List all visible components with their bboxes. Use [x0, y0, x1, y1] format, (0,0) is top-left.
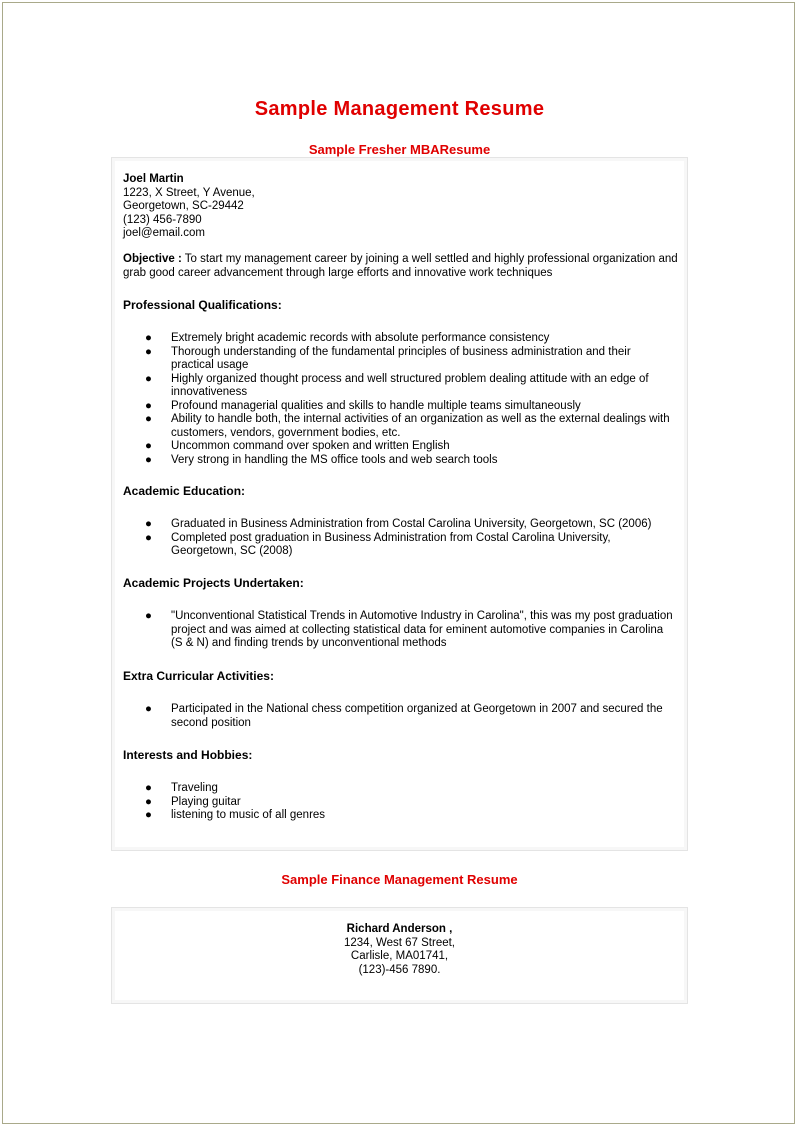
bullet-icon: ● [145, 809, 152, 821]
list-item: ● listening to music of all genres [145, 809, 326, 821]
list-item: ● Very strong in handling the MS office tools and web search tools [145, 453, 498, 466]
bullet-icon: ● [145, 372, 152, 385]
list-item: ● Highly organized thought process and well structured problem dealing attitude with an edge of innovativeness [145, 372, 649, 398]
phone-number: (123)-456 7890. [358, 963, 441, 976]
resume1-card [111, 157, 688, 851]
list-item: ● Uncommon command over spoken and written English [145, 440, 450, 452]
interests-list [112, 782, 687, 823]
resume1-title: Sample Fresher MBAResume [308, 142, 491, 157]
list-item: ● Ability to handle both, the internal activities of an organization as well as the external dealings with customers, vendors, government bodies, etc. [145, 413, 670, 439]
bullet-icon: ● [145, 453, 152, 466]
list-item: ● Profound managerial qualities and skills to handle multiple teams simultaneously [145, 399, 581, 412]
objective-label: Objective : [123, 253, 182, 265]
candidate-name: Joel Martin [123, 173, 184, 185]
resume2-contact-block [112, 923, 687, 977]
candidate-name: Richard Anderson , [346, 923, 453, 935]
address-line-1: 1223, X Street, Y Avenue, [123, 186, 255, 199]
objective-paragraph [123, 253, 678, 280]
interests-heading: Interests and Hobbies: [123, 748, 253, 762]
address-line-1: 1234, West 67 Street, [343, 936, 456, 949]
list-item: ● Thorough understanding of the fundamental principles of business administration and their practical usage [145, 345, 631, 371]
bullet-icon: ● [145, 413, 152, 425]
address-line-2: Carlisle, MA01741, [350, 950, 449, 962]
education-heading: Academic Education: [123, 484, 246, 498]
list-item: ● Playing guitar [145, 795, 241, 808]
resume2-title: Sample Finance Management Resume [281, 872, 518, 887]
list-item: ● Traveling [145, 782, 218, 794]
projects-list [112, 610, 687, 651]
bullet-icon: ● [145, 332, 152, 344]
address-line-2: Georgetown, SC-29442 [123, 200, 244, 212]
resume2-card [111, 907, 688, 1004]
extracurricular-heading: Extra Curricular Activities: [123, 669, 274, 683]
bullet-icon: ● [145, 703, 152, 715]
education-list [112, 518, 687, 559]
bullet-icon: ● [145, 782, 152, 794]
page-title: Sample Management Resume [254, 98, 545, 120]
list-item: ● Graduated in Business Administration from Costal Carolina University, Georgetown, SC (2006) [145, 518, 652, 530]
qualifications-heading: Professional Qualifications: [123, 298, 282, 312]
list-item: ● "Unconventional Statistical Trends in Automotive Industry in Carolina", this was my post graduation project and was aimed at collecting statistical data for eminent automotive companies in Carolina (S & N) and finding trends by unconventional methods [145, 610, 673, 649]
bullet-icon: ● [145, 531, 152, 544]
bullet-icon: ● [145, 795, 152, 808]
bullet-icon: ● [145, 345, 152, 358]
bullet-icon: ● [145, 399, 152, 412]
resume1-contact-block [123, 173, 255, 241]
projects-heading: Academic Projects Undertaken: [123, 576, 304, 590]
objective-text: To start my management career by joining a well settled and highly professional organization and grab good career advancement through large efforts and innovative work techniques [123, 253, 678, 279]
list-item: ● Completed post graduation in Business Administration from Costal Carolina University, Georgetown, SC (2008) [145, 531, 611, 557]
bullet-icon: ● [145, 440, 152, 452]
bullet-icon: ● [145, 518, 152, 530]
extracurricular-list [112, 703, 687, 730]
bullet-icon: ● [145, 610, 152, 622]
list-item: ● Participated in the National chess competition organized at Georgetown in 2007 and secured the second position [145, 703, 663, 729]
phone-number: (123) 456-7890 [123, 213, 202, 226]
list-item: ● Extremely bright academic records with absolute performance consistency [145, 332, 550, 344]
email-address: joel@email.com [123, 227, 205, 239]
qualifications-list [112, 332, 687, 467]
